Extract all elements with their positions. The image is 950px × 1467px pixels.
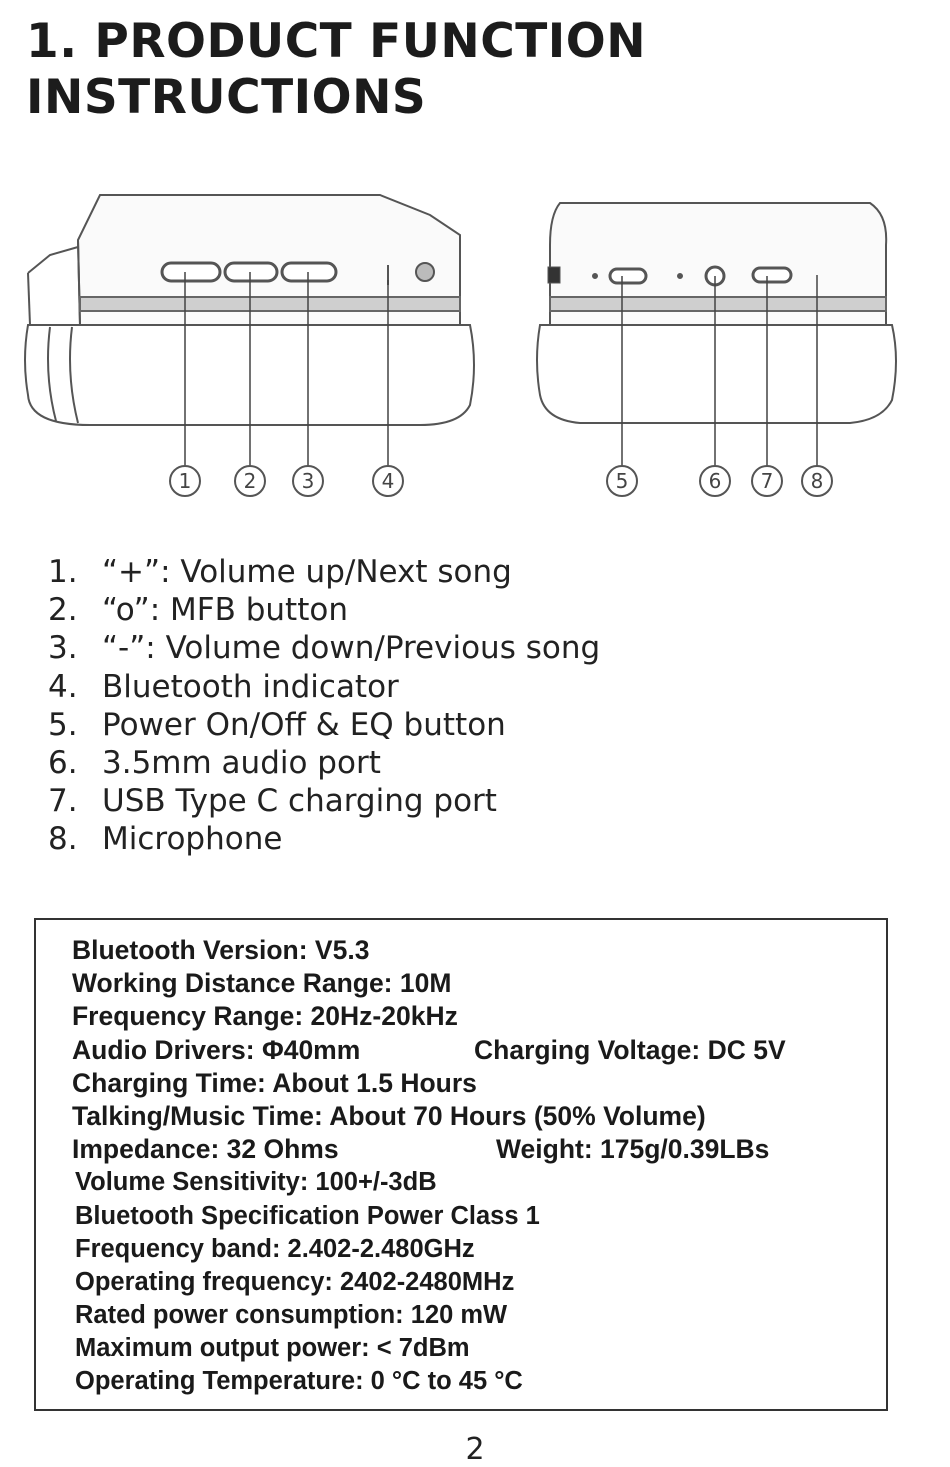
right-earcup-illustration xyxy=(537,203,896,423)
callout-label-1: 1 xyxy=(178,469,192,493)
callout-label-5: 5 xyxy=(615,469,629,493)
function-text: Power On/Off & EQ button xyxy=(102,706,506,743)
headphone-diagram xyxy=(20,185,910,510)
function-list xyxy=(48,553,600,859)
callout-label-3: 3 xyxy=(301,469,315,493)
spec-bt-power-class: Bluetooth Specification Power Class 1 xyxy=(75,1201,540,1230)
function-text: “o”: MFB button xyxy=(102,592,348,629)
page-title-line-2: INSTRUCTIONS xyxy=(26,70,427,125)
callout-label-7: 7 xyxy=(760,469,774,493)
page-number: 2 xyxy=(465,1432,485,1467)
spec-frequency-band: Frequency band: 2.402-2.480GHz xyxy=(75,1234,475,1263)
callout-label-2: 2 xyxy=(243,469,257,493)
callout-label-8: 8 xyxy=(810,469,824,493)
page-title-line-1: 1. PRODUCT FUNCTION xyxy=(26,14,647,69)
spec-charging-time: Charging Time: About 1.5 Hours xyxy=(72,1067,477,1098)
function-item xyxy=(48,591,600,629)
function-item xyxy=(48,820,600,858)
function-text: “-”: Volume down/Previous song xyxy=(102,630,601,667)
function-item xyxy=(48,668,600,706)
spec-max-output-power: Maximum output power: < 7dBm xyxy=(75,1334,470,1363)
function-item xyxy=(48,553,600,591)
spec-row-drivers-voltage xyxy=(72,1034,876,1067)
spec-weight: Weight: 175g/0.39LBs xyxy=(496,1134,770,1165)
function-number: 1. xyxy=(48,554,78,590)
spec-operating-temperature: Operating Temperature: 0 °C to 45 °C xyxy=(75,1367,523,1396)
function-number: 6. xyxy=(48,745,78,782)
callout-circles xyxy=(170,466,832,496)
spec-working-distance: Working Distance Range: 10M xyxy=(72,968,452,999)
spec-rated-power: Rated power consumption: 120 mW xyxy=(75,1301,508,1330)
spec-volume-sensitivity: Volume Sensitivity: 100+/-3dB xyxy=(75,1168,437,1197)
page-title xyxy=(26,14,926,126)
function-text: Microphone xyxy=(102,821,283,858)
function-text: USB Type C charging port xyxy=(102,783,497,820)
function-item xyxy=(48,744,600,782)
spec-frequency-range: Frequency Range: 20Hz-20kHz xyxy=(72,1001,458,1032)
specifications-list xyxy=(72,934,876,1399)
function-number: 7. xyxy=(48,783,78,820)
callout-label-6: 6 xyxy=(708,469,722,493)
function-item xyxy=(48,782,600,820)
spec-charging-voltage: Charging Voltage: DC 5V xyxy=(474,1034,786,1065)
function-number: 5. xyxy=(48,706,78,743)
spec-audio-drivers: Audio Drivers: Φ40mm xyxy=(72,1034,361,1065)
spec-operating-frequency: Operating frequency: 2402-2480MHz xyxy=(75,1267,515,1296)
function-text: Bluetooth indicator xyxy=(102,668,399,705)
function-number: 8. xyxy=(48,821,78,858)
spec-talking-time: Talking/Music Time: About 70 Hours (50% Volume) xyxy=(72,1100,706,1131)
function-number: 3. xyxy=(48,630,78,667)
specifications-box xyxy=(34,918,888,1411)
function-number: 4. xyxy=(48,668,78,705)
spec-impedance: Impedance: 32 Ohms xyxy=(72,1134,339,1165)
function-text: 3.5mm audio port xyxy=(102,745,381,782)
callout-label-4: 4 xyxy=(381,469,395,493)
spec-row-impedance-weight xyxy=(72,1133,876,1166)
function-item xyxy=(48,706,600,744)
spec-bluetooth-version: Bluetooth Version: V5.3 xyxy=(72,935,370,965)
function-item xyxy=(48,629,600,667)
function-number: 2. xyxy=(48,592,78,629)
function-text: “+”: Volume up/Next song xyxy=(102,554,512,590)
